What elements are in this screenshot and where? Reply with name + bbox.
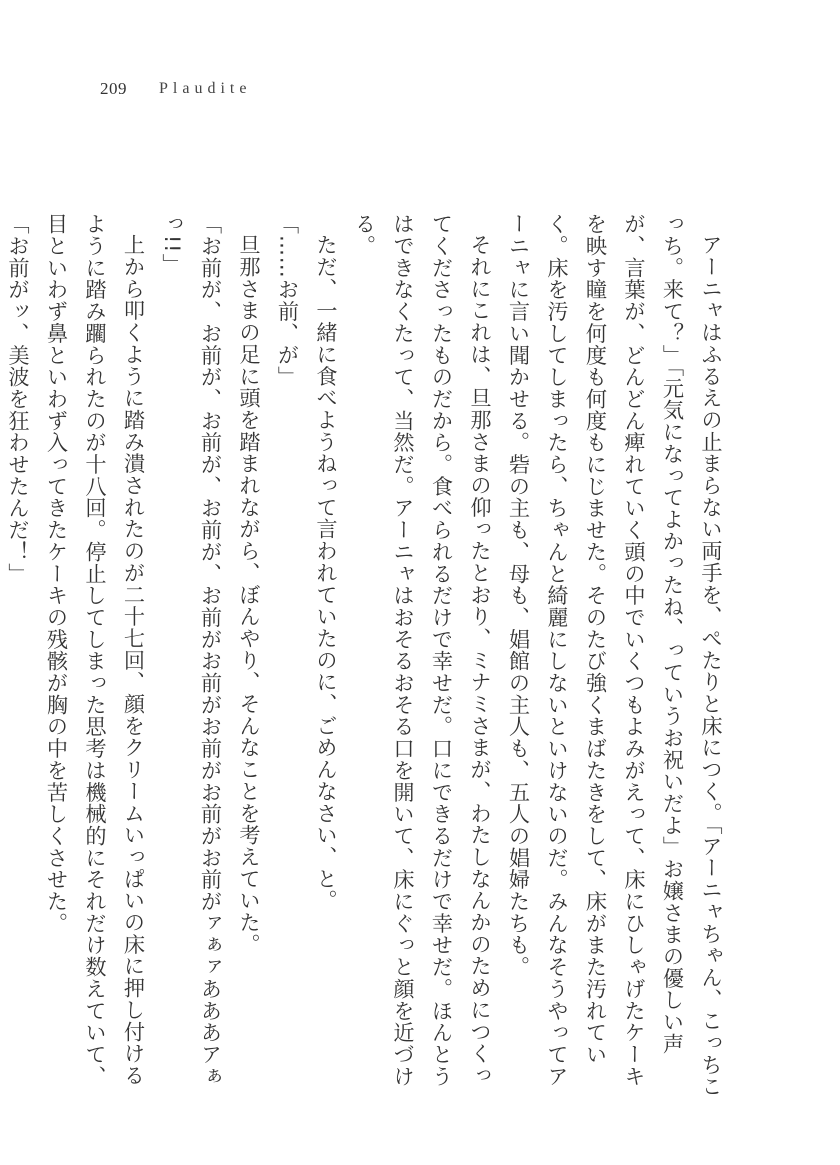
dialogue-line: 「お前がッ、美波を狂わせたんだ！」: [6, 213, 31, 585]
dialogue-line: 「お前が、お前が、お前が、お前が、お前がお前がお前がお前がお前がァぁァあああアぁっ!!」: [160, 213, 224, 1087]
running-title: Plaudite: [159, 80, 252, 97]
paragraph: それにこれは、旦那さまの仰ったとおり、ミナミさまが、わたしなんかのためにつくってくださったものだから。食べられるだけで幸せだ。口にできるだけで幸せだ。ほんとうはできなくたって、当然だ。アーニャはおそるおそる口を開いて、床にぐっと顔を近づける。: [352, 213, 493, 1087]
page-header: [100, 76, 251, 102]
dialogue-line: 「……お前、が」: [275, 213, 301, 388]
page-number: 209: [100, 79, 127, 98]
paragraph: ただ、一緒に食べようねって言われていたのに、ごめんなさい、と。: [314, 234, 339, 912]
vertical-body-text: [0, 213, 730, 1098]
paragraph: アーニャはふるえの止まらない両手を、ぺたりと床につく。「アーニャちゃん、こっちこっち。来て？」「元気になってよかったね、っていうお祝いだよ」お嬢さまの優しい声が、言葉が、どんどん痺れていく頭の中でいくつもよみがえって、床にひしゃげたケーキを映す瞳を何度も何度もにじませた。そのたび強くまばたきをして、床がまた汚れていく。床を汚してしまったら、ちゃんと綺麗にしないといけないのだ。みんなそうやってアーニャに言い聞かせる。砦の主も、母も、娼館の主人も、五人の娼婦たちも。: [506, 213, 724, 1098]
paragraph: 旦那さまの足に頭を踏まれながら、ぼんやり、そんなことを考えていた。: [237, 234, 262, 956]
paragraph: 上から叩くように踏み潰されたのが二十七回、顔をクリームいっぱいの床に押し付けるように踏み躙られたのが十八回。停止してしまった思考は機械的にそれだけ数えていて、目といわず鼻といわず入ってきたケーキの残骸が胸の中を苦しくさせた。: [44, 213, 147, 1087]
